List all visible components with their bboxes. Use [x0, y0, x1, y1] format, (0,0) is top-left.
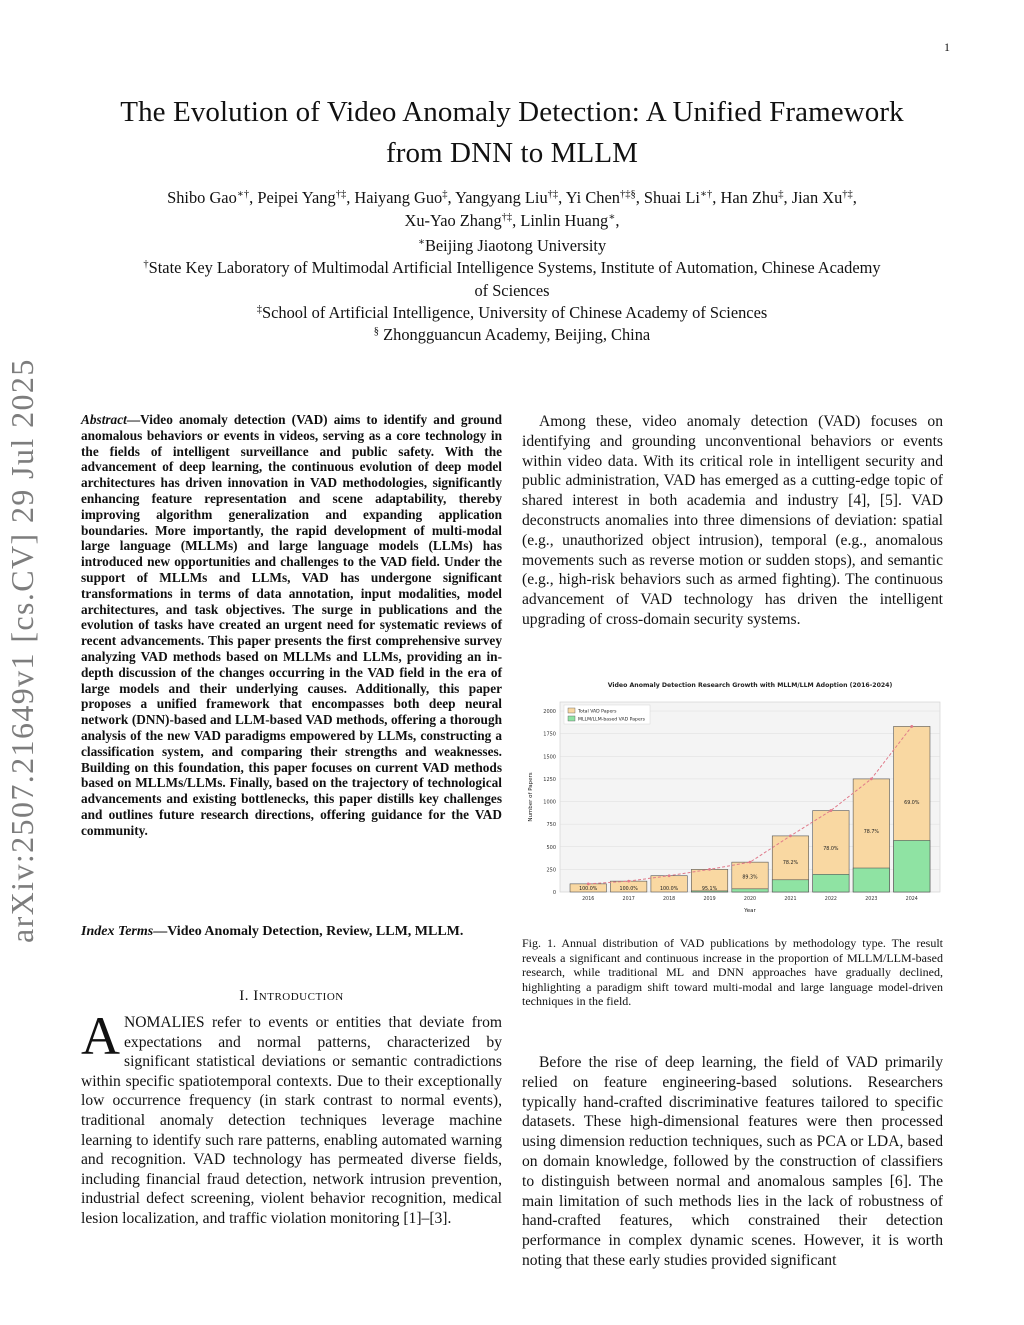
- index-terms: [81, 923, 502, 940]
- caption-label: Fig. 1.: [522, 936, 557, 950]
- intro-paragraph: [81, 1006, 502, 1229]
- intro-text: refer to events or entities that deviate from expectations and normal patterns, characterized by significant statistical deviations or semantic contradictions within specific spatiotemporal contexts. Due to their exceptionally low occurrence frequency (in stark contrast to normal events), traditional anomaly detection techniques leverage machine learning to identify such rare patterns, enabling automated warning and recognition. VAD technology has permeated diverse fields, including financial fraud detection, network intrusion prevention, industrial defect screening, violent behavior recognition, medical lesion localization, and traffic violation monitoring [1]–[3].: [81, 1014, 502, 1227]
- x-tick-label: 2022: [824, 897, 837, 902]
- trend-point: [749, 861, 752, 864]
- trend-point: [708, 868, 711, 871]
- x-tick-label: 2024: [905, 897, 918, 902]
- data-label: 69.0%: [904, 800, 920, 806]
- trend-point: [829, 809, 832, 812]
- affiliation-3: ‡School of Artificial Intelligence, University of Chinese Academy of Sciences: [256, 303, 768, 322]
- trend-point: [870, 778, 873, 781]
- data-label: 100.0%: [659, 887, 679, 892]
- trend-point: [910, 725, 913, 728]
- trend-point: [587, 882, 590, 885]
- data-label: 78.7%: [863, 829, 879, 835]
- y-tick-label: 1250: [543, 776, 556, 783]
- legend-label: Total VAD Papers: [578, 709, 617, 715]
- bar-llm-2022: [813, 874, 849, 892]
- bar-llm-2023: [853, 868, 889, 892]
- right-paragraph-2: Before the rise of deep learning, the field of VAD primarily relied on feature engineering-based solutions. Researchers typically hand-crafted discriminative features tailored to specific datasets. These high-dimensional features were then processed using dimension reduction techniques, such as PCA or LDA, based on domain knowledge, followed by the construction of classifiers to distinguish between normal and anomalous samples [6]. The main limitation of such methods lies in the lack of robustness of hand-crafted features, which constrained their detection performance in complex dynamic scenes. However, it is worth noting that these early studies provided significant: [522, 1054, 943, 1269]
- right-paragraph-1: Among these, video anomaly detection (VAD) focuses on identifying and grounding unconventional behaviors or events within video data. With its critical role in intelligent security and public administration, VAD has emerged as a cutting-edge topic of shared interest in both academia and industry [4], [5]. VAD deconstructs anomalies into three dimensions of deviation: spatial (e.g., unauthorized object intrusion), temporal (e.g., anomalous movements such as reverse motion or sudden stops), and semantic (e.g., high-risk behaviors such as armed fighting). The continuous advancement of VAD technology has driven the intelligent upgrading of cross-domain security systems.: [522, 413, 943, 628]
- x-tick-label: 2020: [743, 897, 757, 902]
- y-tick-label: 1000: [543, 799, 556, 806]
- section-heading: I. Introduction: [239, 988, 344, 1004]
- chart-title: Video Anomaly Detection Research Growth with MLLM/LLM Adoption (2016-2024): [607, 682, 893, 689]
- trend-point: [789, 835, 792, 838]
- chart-svg: [522, 674, 943, 924]
- data-label: 78.0%: [823, 847, 839, 853]
- title-line-1: The Evolution of Video Anomaly Detection: A Unified Framework: [120, 96, 904, 128]
- legend-label: MLLM/LLM-based VAD Papers: [578, 717, 646, 723]
- index-terms-text: —Video Anomaly Detection, Review, LLM, MLLM.: [153, 924, 464, 939]
- bar-llm-2021: [772, 880, 808, 892]
- legend-swatch: [568, 716, 575, 721]
- x-tick-label: 2016: [582, 897, 595, 902]
- y-tick-label: 1750: [543, 731, 556, 738]
- legend-swatch: [568, 708, 575, 713]
- data-label: 100.0%: [619, 887, 638, 892]
- data-label: 89.3%: [742, 875, 758, 881]
- y-tick-label: 250: [546, 867, 556, 874]
- caption-text: Annual distribution of VAD publications by methodology type. The result reveals a significant and continuous increase in the proportion of MLLM/LLM-based research, while traditional ML and DNN approaches have gradually declined, highlighting a paradigm shift toward multi-modal and large language model-driven techniques in the field.: [522, 936, 943, 1008]
- y-axis-label: Number of Papers: [528, 772, 534, 822]
- y-tick-label: 750: [546, 822, 556, 829]
- abstract-text: —Video anomaly detection (VAD) aims to identify and ground anomalous behaviors or events in videos, serving as a core technology in the fields of intelligent surveillance and public safety. With the advancement of deep learning, the continuous evolution of deep model architectures has driven innovation in VAD methodologies, significantly enhancing feature representation and scene adaptability, thereby improving algorithm generalization and expanding application boundaries. More importantly, the rapid development of multi-modal large language (MLLMs) and large language models (LLMs) has introduced new opportunities and challenges to the VAD field. Under the support of MLLMs and LLMs, VAD has undergone significant transformations in terms of data annotation, input modalities, model architectures, and task objectives. The surge in publications and the evolution of tasks have created an urgent need for systematic reviews of recent advancements. This paper presents the first comprehensive survey analyzing VAD methods based on MLLMs and LLMs, providing an in-depth discussion of the changes occurring in the VAD field in the era of large models and their underlying causes. Additionally, this paper proposes a unified framework that encompasses both deep neural network (DNN)-based and LLM-based VAD methods, offering a thorough analysis of the new VAD paradigms empowered by LLMs, constructing a classification system, and comparing their strengths and weaknesses. Building on this foundation, this paper focuses on current VAD methods based on MLLMs/LLMs. Finally, based on the trajectory of technological advancements and existing bottlenecks, this paper distills key challenges and outlines future research directions, offering guidance for the VAD community.: [81, 412, 502, 838]
- arxiv-stamp: arXiv:2507.21649v1 [cs.CV] 29 Jul 2025: [4, 358, 40, 943]
- affiliation-1: ∗Beijing Jiaotong University: [417, 236, 607, 255]
- x-tick-label: 2023: [865, 897, 878, 902]
- abstract-label: Abstract: [81, 412, 127, 427]
- data-label: 100.0%: [579, 887, 598, 892]
- data-label: 95.1%: [701, 887, 718, 892]
- drop-cap: A: [81, 1006, 120, 1066]
- intro-first-word: NOMALIES: [124, 1014, 205, 1031]
- trend-point: [668, 874, 671, 877]
- y-tick-label: 0: [552, 890, 556, 896]
- paper-title: [60, 92, 964, 174]
- page-number: 1: [944, 40, 950, 54]
- x-tick-label: 2019: [703, 897, 716, 902]
- abstract: [81, 412, 502, 839]
- figure-caption: [522, 936, 943, 1009]
- y-tick-label: 2000: [543, 709, 556, 716]
- affiliation-2: †State Key Laboratory of Multimodal Artificial Intelligence Systems, Institute of Automation, Chinese Academy of Sciences: [143, 258, 881, 300]
- y-tick-label: 1500: [543, 754, 556, 761]
- x-tick-label: 2021: [784, 897, 797, 902]
- y-tick-label: 500: [546, 844, 556, 851]
- figure-1-chart: [522, 674, 943, 924]
- author-line-2: Xu-Yao Zhang†‡, Linlin Huang∗,: [404, 210, 620, 230]
- trend-point: [627, 880, 630, 883]
- x-axis-label: Year: [744, 908, 756, 914]
- author-line-1: Shibo Gao∗†, Peipei Yang†‡, Haiyang Guo‡, Yangyang Liu†‡, Yi Chen†‡§, Shuai Li∗†, Han Zhu‡, Jian Xu†‡,: [167, 188, 857, 207]
- x-tick-label: 2018: [663, 897, 676, 902]
- title-line-2: from DNN to MLLM: [385, 137, 639, 169]
- affiliation-4: § Zhongguancun Academy, Beijing, China: [373, 325, 651, 344]
- x-tick-label: 2017: [622, 897, 635, 902]
- index-terms-label: Index Terms: [81, 924, 154, 939]
- data-label: 78.2%: [782, 861, 799, 867]
- bar-llm-2020: [732, 889, 768, 892]
- bar-llm-2024: [894, 840, 930, 892]
- author-list: [60, 187, 964, 232]
